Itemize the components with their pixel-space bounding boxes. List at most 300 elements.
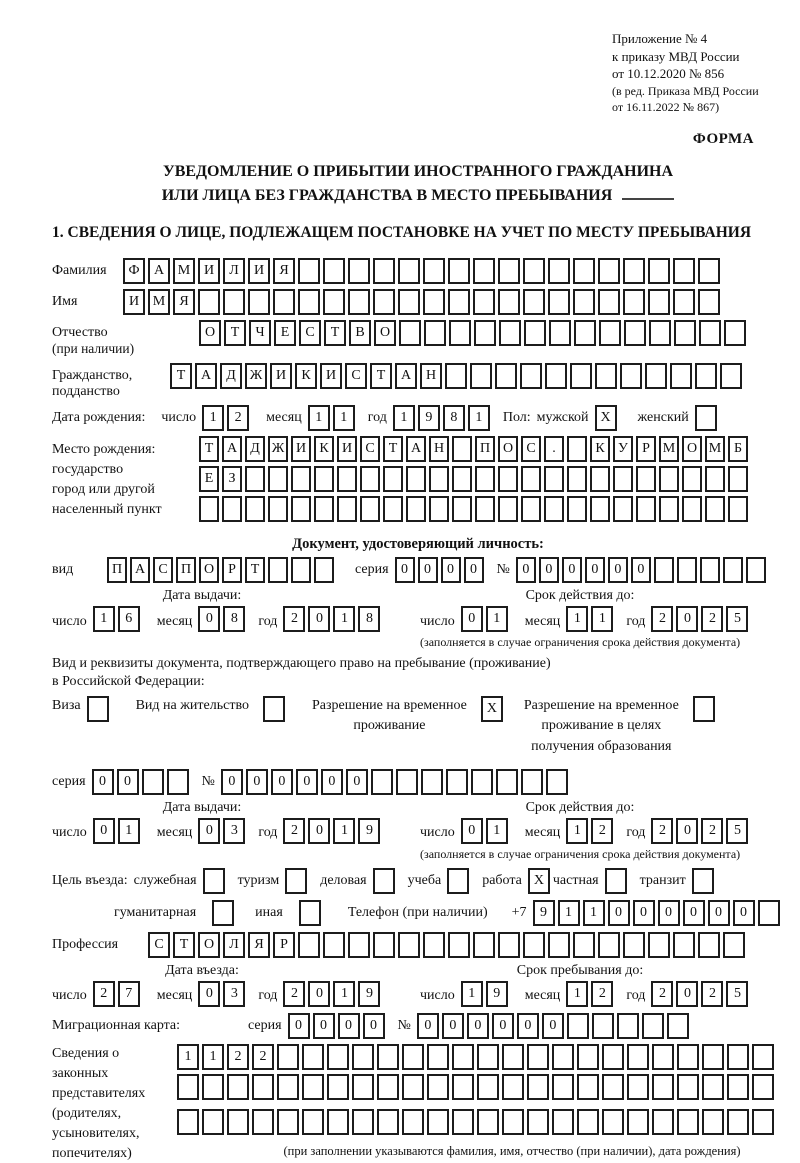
firstname-cell[interactable] — [223, 289, 245, 315]
profession-cell[interactable] — [573, 932, 595, 958]
profession-cell[interactable] — [323, 932, 345, 958]
migration-number-cell[interactable]: 0 — [492, 1013, 514, 1039]
migration-number-cell[interactable] — [617, 1013, 639, 1039]
firstname-cell[interactable] — [548, 289, 570, 315]
birth-place-cell[interactable]: М — [705, 436, 725, 462]
phone-digit-cell[interactable]: 0 — [683, 900, 705, 926]
doc-issue-day-cell[interactable]: 6 — [118, 606, 140, 632]
profession-cell[interactable]: Я — [248, 932, 270, 958]
representative-cell[interactable] — [252, 1109, 274, 1135]
firstname-cell[interactable] — [323, 289, 345, 315]
sex-female-checkbox[interactable] — [695, 405, 717, 431]
birth-place-cell[interactable]: Т — [383, 436, 403, 462]
representative-cell[interactable] — [352, 1109, 374, 1135]
doc-number-cell[interactable]: 0 — [516, 557, 536, 583]
birth-place-cell[interactable] — [728, 496, 748, 522]
profession-cell[interactable] — [448, 932, 470, 958]
profession-cell[interactable] — [723, 932, 745, 958]
birth-year-cell[interactable]: 9 — [418, 405, 440, 431]
profession-cell[interactable] — [698, 932, 720, 958]
surname-cell[interactable] — [423, 258, 445, 284]
surname-cell[interactable] — [473, 258, 495, 284]
firstname-cell[interactable] — [523, 289, 545, 315]
representative-cell[interactable] — [652, 1044, 674, 1070]
birth-place-cell[interactable] — [567, 466, 587, 492]
migration-series-cell[interactable]: 0 — [338, 1013, 360, 1039]
residence-number-cell[interactable] — [471, 769, 493, 795]
purpose-private-checkbox[interactable] — [605, 868, 627, 894]
representative-cell[interactable] — [752, 1109, 774, 1135]
doc-number-cell[interactable]: 0 — [631, 557, 651, 583]
birth-place-cell[interactable] — [452, 436, 472, 462]
representative-cell[interactable] — [327, 1074, 349, 1100]
birth-place-cell[interactable] — [567, 436, 587, 462]
birth-place-cell[interactable]: П — [475, 436, 495, 462]
citizenship-cell[interactable]: И — [270, 363, 292, 389]
birth-place-cell[interactable]: . — [544, 436, 564, 462]
representative-cell[interactable] — [452, 1044, 474, 1070]
doc-series-cell[interactable]: 0 — [441, 557, 461, 583]
representative-cell[interactable] — [402, 1074, 424, 1100]
representative-cell[interactable] — [727, 1109, 749, 1135]
birth-place-cell[interactable] — [245, 466, 265, 492]
doc-validity-month-cell[interactable]: 1 — [566, 606, 588, 632]
firstname-cell[interactable] — [573, 289, 595, 315]
representative-cell[interactable] — [477, 1044, 499, 1070]
stay-day-cell[interactable]: 9 — [486, 981, 508, 1007]
migration-series-cell[interactable]: 0 — [363, 1013, 385, 1039]
firstname-cell[interactable] — [248, 289, 270, 315]
representative-cell[interactable] — [402, 1109, 424, 1135]
residence-number-cell[interactable] — [521, 769, 543, 795]
edu-residence-checkbox[interactable] — [693, 696, 715, 722]
citizenship-cell[interactable] — [645, 363, 667, 389]
birth-place-cell[interactable] — [475, 496, 495, 522]
doc-type-cell[interactable]: Т — [245, 557, 265, 583]
birth-place-cell[interactable]: А — [406, 436, 426, 462]
patronymic-cell[interactable] — [649, 320, 671, 346]
representative-cell[interactable] — [227, 1109, 249, 1135]
doc-issue-month-cell[interactable]: 0 — [198, 606, 220, 632]
patronymic-cell[interactable] — [449, 320, 471, 346]
firstname-cell[interactable] — [673, 289, 695, 315]
representative-cell[interactable] — [202, 1074, 224, 1100]
surname-cell[interactable] — [698, 258, 720, 284]
phone-digit-cell[interactable]: 9 — [533, 900, 555, 926]
birth-place-cell[interactable]: У — [613, 436, 633, 462]
residence-issue-month-cell[interactable]: 0 — [198, 818, 220, 844]
representative-cell[interactable] — [602, 1109, 624, 1135]
doc-type-cell[interactable] — [291, 557, 311, 583]
citizenship-cell[interactable]: И — [320, 363, 342, 389]
citizenship-cell[interactable] — [620, 363, 642, 389]
residence-validity-day-cell[interactable]: 1 — [486, 818, 508, 844]
profession-cell[interactable] — [648, 932, 670, 958]
birth-year-cell[interactable]: 1 — [468, 405, 490, 431]
phone-digit-cell[interactable]: 0 — [633, 900, 655, 926]
surname-cell[interactable] — [673, 258, 695, 284]
surname-cell[interactable] — [648, 258, 670, 284]
representative-cell[interactable] — [277, 1109, 299, 1135]
citizenship-cell[interactable] — [470, 363, 492, 389]
representative-cell[interactable] — [377, 1109, 399, 1135]
residence-number-cell[interactable]: 0 — [321, 769, 343, 795]
entry-day-cell[interactable]: 2 — [93, 981, 115, 1007]
doc-series-cell[interactable]: 0 — [418, 557, 438, 583]
birth-place-cell[interactable]: Б — [728, 436, 748, 462]
birth-place-cell[interactable] — [567, 496, 587, 522]
migration-number-cell[interactable]: 0 — [542, 1013, 564, 1039]
profession-cell[interactable]: С — [148, 932, 170, 958]
firstname-cell[interactable] — [473, 289, 495, 315]
profession-cell[interactable] — [298, 932, 320, 958]
representative-cell[interactable] — [177, 1109, 199, 1135]
birth-place-cell[interactable] — [613, 496, 633, 522]
representative-cell[interactable] — [227, 1074, 249, 1100]
representative-cell[interactable] — [602, 1044, 624, 1070]
representative-cell[interactable] — [377, 1074, 399, 1100]
surname-cell[interactable] — [348, 258, 370, 284]
representative-cell[interactable] — [527, 1044, 549, 1070]
representative-cell[interactable] — [327, 1109, 349, 1135]
birth-place-cell[interactable] — [199, 496, 219, 522]
residence-number-cell[interactable] — [546, 769, 568, 795]
residence-number-cell[interactable]: 0 — [346, 769, 368, 795]
surname-cell[interactable]: А — [148, 258, 170, 284]
doc-number-cell[interactable] — [677, 557, 697, 583]
purpose-tourism-checkbox[interactable] — [285, 868, 307, 894]
doc-issue-month-cell[interactable]: 8 — [223, 606, 245, 632]
birth-place-cell[interactable]: О — [682, 436, 702, 462]
representative-cell[interactable] — [352, 1044, 374, 1070]
entry-year-cell[interactable]: 1 — [333, 981, 355, 1007]
birth-place-cell[interactable]: Д — [245, 436, 265, 462]
representative-cell[interactable] — [727, 1074, 749, 1100]
birth-day-cell[interactable]: 1 — [202, 405, 224, 431]
surname-cell[interactable] — [323, 258, 345, 284]
representative-cell[interactable] — [677, 1074, 699, 1100]
surname-cell[interactable]: И — [198, 258, 220, 284]
surname-cell[interactable] — [398, 258, 420, 284]
birth-place-cell[interactable]: Ж — [268, 436, 288, 462]
representative-cell[interactable] — [352, 1074, 374, 1100]
representative-cell[interactable] — [652, 1074, 674, 1100]
surname-cell[interactable] — [573, 258, 595, 284]
profession-cell[interactable]: О — [198, 932, 220, 958]
representative-cell[interactable] — [427, 1109, 449, 1135]
doc-number-cell[interactable]: 0 — [585, 557, 605, 583]
representative-cell[interactable] — [252, 1074, 274, 1100]
purpose-transit-checkbox[interactable] — [692, 868, 714, 894]
birth-day-cell[interactable]: 2 — [227, 405, 249, 431]
birth-place-cell[interactable]: И — [337, 436, 357, 462]
profession-cell[interactable] — [373, 932, 395, 958]
residence-series-cell[interactable]: 0 — [92, 769, 114, 795]
doc-issue-year-cell[interactable]: 8 — [358, 606, 380, 632]
migration-number-cell[interactable] — [642, 1013, 664, 1039]
doc-issue-day-cell[interactable]: 1 — [93, 606, 115, 632]
purpose-business-checkbox[interactable] — [373, 868, 395, 894]
residence-validity-year-cell[interactable]: 2 — [701, 818, 723, 844]
surname-cell[interactable] — [298, 258, 320, 284]
entry-year-cell[interactable]: 9 — [358, 981, 380, 1007]
residence-validity-month-cell[interactable]: 2 — [591, 818, 613, 844]
patronymic-cell[interactable]: В — [349, 320, 371, 346]
birth-place-cell[interactable] — [406, 466, 426, 492]
birth-place-cell[interactable] — [291, 466, 311, 492]
surname-cell[interactable]: М — [173, 258, 195, 284]
birth-month-cell[interactable]: 1 — [308, 405, 330, 431]
birth-year-cell[interactable]: 1 — [393, 405, 415, 431]
patronymic-cell[interactable] — [599, 320, 621, 346]
phone-digit-cell[interactable]: 1 — [583, 900, 605, 926]
birth-place-cell[interactable] — [291, 496, 311, 522]
birth-place-cell[interactable] — [636, 496, 656, 522]
purpose-work-checkbox[interactable]: X — [528, 868, 550, 894]
entry-month-cell[interactable]: 3 — [223, 981, 245, 1007]
birth-place-cell[interactable] — [705, 496, 725, 522]
birth-place-cell[interactable] — [383, 496, 403, 522]
representative-cell[interactable]: 1 — [177, 1044, 199, 1070]
representative-cell[interactable] — [177, 1074, 199, 1100]
representative-cell[interactable]: 2 — [227, 1044, 249, 1070]
phone-digit-cell[interactable]: 0 — [658, 900, 680, 926]
surname-cell[interactable] — [498, 258, 520, 284]
stay-year-cell[interactable]: 5 — [726, 981, 748, 1007]
birth-place-cell[interactable] — [682, 466, 702, 492]
representative-cell[interactable] — [577, 1074, 599, 1100]
residence-issue-day-cell[interactable]: 0 — [93, 818, 115, 844]
birth-place-cell[interactable] — [659, 496, 679, 522]
surname-cell[interactable]: Я — [273, 258, 295, 284]
birth-month-cell[interactable]: 1 — [333, 405, 355, 431]
doc-validity-month-cell[interactable]: 1 — [591, 606, 613, 632]
birth-place-cell[interactable] — [314, 466, 334, 492]
residence-validity-year-cell[interactable]: 2 — [651, 818, 673, 844]
doc-number-cell[interactable] — [700, 557, 720, 583]
birth-place-cell[interactable]: И — [291, 436, 311, 462]
doc-type-cell[interactable]: С — [153, 557, 173, 583]
representative-cell[interactable] — [702, 1074, 724, 1100]
phone-digit-cell[interactable] — [758, 900, 780, 926]
residence-number-cell[interactable] — [396, 769, 418, 795]
citizenship-cell[interactable] — [595, 363, 617, 389]
firstname-cell[interactable] — [598, 289, 620, 315]
profession-cell[interactable]: Р — [273, 932, 295, 958]
birth-place-cell[interactable] — [222, 496, 242, 522]
citizenship-cell[interactable]: К — [295, 363, 317, 389]
birth-place-cell[interactable] — [268, 496, 288, 522]
birth-place-cell[interactable] — [452, 496, 472, 522]
patronymic-cell[interactable] — [549, 320, 571, 346]
citizenship-cell[interactable] — [570, 363, 592, 389]
birth-place-cell[interactable] — [521, 496, 541, 522]
citizenship-cell[interactable]: С — [345, 363, 367, 389]
doc-validity-year-cell[interactable]: 2 — [651, 606, 673, 632]
birth-place-cell[interactable]: О — [498, 436, 518, 462]
patronymic-cell[interactable]: О — [374, 320, 396, 346]
birth-place-cell[interactable]: З — [222, 466, 242, 492]
surname-cell[interactable]: И — [248, 258, 270, 284]
doc-number-cell[interactable]: 0 — [562, 557, 582, 583]
birth-place-cell[interactable]: Н — [429, 436, 449, 462]
birth-place-cell[interactable]: Р — [636, 436, 656, 462]
phone-digit-cell[interactable]: 0 — [733, 900, 755, 926]
visa-checkbox[interactable] — [87, 696, 109, 722]
entry-year-cell[interactable]: 2 — [283, 981, 305, 1007]
surname-cell[interactable] — [523, 258, 545, 284]
residence-number-cell[interactable] — [496, 769, 518, 795]
purpose-other-checkbox[interactable] — [299, 900, 321, 926]
firstname-cell[interactable] — [698, 289, 720, 315]
patronymic-cell[interactable] — [524, 320, 546, 346]
birth-place-cell[interactable]: А — [222, 436, 242, 462]
doc-series-cell[interactable]: 0 — [464, 557, 484, 583]
surname-cell[interactable]: Ф — [123, 258, 145, 284]
representative-cell[interactable] — [427, 1044, 449, 1070]
birth-place-cell[interactable] — [475, 466, 495, 492]
birth-place-cell[interactable] — [682, 496, 702, 522]
profession-cell[interactable] — [498, 932, 520, 958]
representative-cell[interactable] — [552, 1074, 574, 1100]
profession-cell[interactable] — [398, 932, 420, 958]
surname-cell[interactable] — [548, 258, 570, 284]
residence-validity-year-cell[interactable]: 0 — [676, 818, 698, 844]
patronymic-cell[interactable] — [724, 320, 746, 346]
birth-place-cell[interactable] — [544, 466, 564, 492]
doc-type-cell[interactable]: Р — [222, 557, 242, 583]
doc-type-cell[interactable]: П — [176, 557, 196, 583]
patronymic-cell[interactable]: О — [199, 320, 221, 346]
representative-cell[interactable] — [477, 1074, 499, 1100]
citizenship-cell[interactable]: А — [195, 363, 217, 389]
birth-place-cell[interactable] — [245, 496, 265, 522]
patronymic-cell[interactable] — [474, 320, 496, 346]
representative-cell[interactable] — [552, 1109, 574, 1135]
profession-cell[interactable] — [423, 932, 445, 958]
birth-place-cell[interactable] — [590, 496, 610, 522]
birth-place-cell[interactable] — [544, 496, 564, 522]
firstname-cell[interactable] — [448, 289, 470, 315]
purpose-study-checkbox[interactable] — [447, 868, 469, 894]
sex-male-checkbox[interactable]: X — [595, 405, 617, 431]
birth-place-cell[interactable] — [337, 466, 357, 492]
birth-place-cell[interactable]: К — [314, 436, 334, 462]
representative-cell[interactable] — [452, 1074, 474, 1100]
citizenship-cell[interactable] — [695, 363, 717, 389]
doc-series-cell[interactable]: 0 — [395, 557, 415, 583]
citizenship-cell[interactable] — [545, 363, 567, 389]
patronymic-cell[interactable]: Т — [224, 320, 246, 346]
representative-cell[interactable] — [502, 1074, 524, 1100]
representative-cell[interactable] — [277, 1074, 299, 1100]
birth-place-cell[interactable]: С — [360, 436, 380, 462]
patronymic-cell[interactable] — [399, 320, 421, 346]
stay-month-cell[interactable]: 1 — [566, 981, 588, 1007]
representative-cell[interactable] — [202, 1109, 224, 1135]
residence-number-cell[interactable] — [446, 769, 468, 795]
residence-number-cell[interactable]: 0 — [221, 769, 243, 795]
doc-issue-year-cell[interactable]: 0 — [308, 606, 330, 632]
residence-number-cell[interactable] — [421, 769, 443, 795]
doc-number-cell[interactable] — [746, 557, 766, 583]
birth-place-cell[interactable] — [429, 496, 449, 522]
doc-number-cell[interactable]: 0 — [608, 557, 628, 583]
birth-place-cell[interactable] — [314, 496, 334, 522]
representative-cell[interactable] — [627, 1074, 649, 1100]
firstname-cell[interactable]: М — [148, 289, 170, 315]
firstname-cell[interactable]: Я — [173, 289, 195, 315]
doc-issue-year-cell[interactable]: 2 — [283, 606, 305, 632]
birth-place-cell[interactable] — [705, 466, 725, 492]
birth-place-cell[interactable] — [429, 466, 449, 492]
profession-cell[interactable] — [623, 932, 645, 958]
birth-place-cell[interactable] — [659, 466, 679, 492]
representative-cell[interactable] — [477, 1109, 499, 1135]
entry-month-cell[interactable]: 0 — [198, 981, 220, 1007]
stay-day-cell[interactable]: 1 — [461, 981, 483, 1007]
firstname-cell[interactable] — [498, 289, 520, 315]
patronymic-cell[interactable] — [674, 320, 696, 346]
doc-type-cell[interactable]: П — [107, 557, 127, 583]
firstname-cell[interactable] — [648, 289, 670, 315]
doc-number-cell[interactable] — [723, 557, 743, 583]
doc-number-cell[interactable] — [654, 557, 674, 583]
stay-month-cell[interactable]: 2 — [591, 981, 613, 1007]
phone-digit-cell[interactable]: 0 — [608, 900, 630, 926]
citizenship-cell[interactable]: Ж — [245, 363, 267, 389]
birth-place-cell[interactable] — [406, 496, 426, 522]
stay-year-cell[interactable]: 2 — [651, 981, 673, 1007]
birth-place-cell[interactable] — [452, 466, 472, 492]
birth-place-cell[interactable] — [337, 496, 357, 522]
representative-cell[interactable] — [452, 1109, 474, 1135]
citizenship-cell[interactable]: Т — [370, 363, 392, 389]
representative-cell[interactable] — [302, 1074, 324, 1100]
profession-cell[interactable] — [598, 932, 620, 958]
doc-number-cell[interactable]: 0 — [539, 557, 559, 583]
patronymic-cell[interactable]: Е — [274, 320, 296, 346]
firstname-cell[interactable] — [298, 289, 320, 315]
profession-cell[interactable]: Т — [173, 932, 195, 958]
birth-place-cell[interactable] — [498, 466, 518, 492]
patronymic-cell[interactable] — [699, 320, 721, 346]
birth-place-cell[interactable] — [498, 496, 518, 522]
residence-number-cell[interactable]: 0 — [246, 769, 268, 795]
citizenship-cell[interactable]: Т — [170, 363, 192, 389]
representative-cell[interactable] — [527, 1109, 549, 1135]
firstname-cell[interactable] — [198, 289, 220, 315]
representative-cell[interactable] — [627, 1109, 649, 1135]
stay-year-cell[interactable]: 2 — [701, 981, 723, 1007]
birth-year-cell[interactable]: 8 — [443, 405, 465, 431]
representative-cell[interactable] — [502, 1109, 524, 1135]
representative-cell[interactable] — [302, 1109, 324, 1135]
doc-validity-year-cell[interactable]: 5 — [726, 606, 748, 632]
firstname-cell[interactable] — [423, 289, 445, 315]
representative-cell[interactable] — [627, 1044, 649, 1070]
patronymic-cell[interactable]: Ч — [249, 320, 271, 346]
migration-number-cell[interactable]: 0 — [517, 1013, 539, 1039]
birth-place-cell[interactable] — [613, 466, 633, 492]
birth-place-cell[interactable] — [590, 466, 610, 492]
residence-permit-checkbox[interactable] — [263, 696, 285, 722]
birth-place-cell[interactable] — [636, 466, 656, 492]
profession-cell[interactable] — [523, 932, 545, 958]
profession-cell[interactable] — [473, 932, 495, 958]
migration-number-cell[interactable]: 0 — [442, 1013, 464, 1039]
firstname-cell[interactable] — [273, 289, 295, 315]
